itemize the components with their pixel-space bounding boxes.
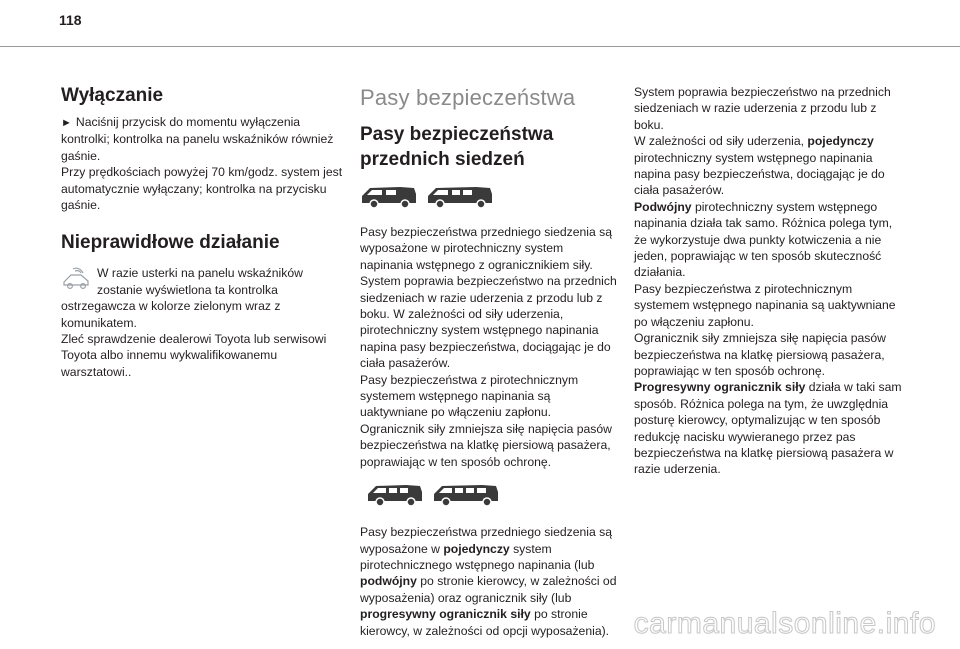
section-title-nieprawidlowe: Nieprawidłowe działanie (61, 232, 280, 254)
bullet-arrow-icon: ► (61, 117, 72, 129)
paragraph: System poprawia bezpieczeństwo na przednich siedzeniach w razie uderzenia z przodu lub z boku. (634, 85, 891, 132)
vehicle-icons-top (360, 186, 618, 214)
section-title-przednie: Pasy bezpieczeństwa przednich siedzeń (360, 124, 554, 170)
paragraph: Progresywny ogranicznik siły działa w taki sam sposób. Różnica polega na tym, że uwzględnia posturę kierowcy, optymalizując w ten sposób redukcję nacisku wywieranego przez pas bezpieczeństwa na klatkę piersiową pasażera w razie uderzenia. (634, 380, 902, 477)
section-title-wylaczanie: Wyłączanie (61, 85, 164, 106)
paragraph: System poprawia bezpieczeństwo na przednich siedzeniach w razie uderzenia z przodu lub z boku. W zależności od siły uderzenia, pirotechniczny system wstępnego napinania napina pasy bezpieczeństwa, dociągając je do ciała pasażerów. (360, 274, 617, 371)
paragraph: Ogranicznik siły zmniejsza siłę napięcia pasów bezpieczeństwa na klatkę piersiową pasażera, poprawiając w ten sposób ochronę. (634, 331, 886, 378)
column-middle (360, 84, 618, 639)
bullet-text: Naciśnij przycisk do momentu wyłączenia kontrolki; kontrolka na panelu wskaźników również gaśnie. (61, 115, 334, 163)
paragraph: Przy prędkościach powyżej 70 km/godz. system jest automatycznie wyłączany; kontrolka na przycisku gaśnie. (61, 165, 343, 213)
paragraph: Pasy bezpieczeństwa z pirotechnicznym systemem wstępnego napinania są uaktywniane po włączeniu zapłonu. (634, 281, 896, 329)
bullet-instruction (61, 114, 345, 164)
warning-text: W razie usterki na panelu wskaźników zostanie wyświetlona ta kontrolka ostrzegawcza w kolorze zielonym wraz z komunikatem. (61, 266, 303, 330)
paragraph: W zależności od siły uderzenia, pojedynczy pirotechniczny system wstępnego napinania napina pasy bezpieczeństwa, dociągając je do ciała pasażerów. (634, 134, 885, 198)
van-short-icon (360, 184, 418, 214)
van-long-passenger-icon (432, 482, 500, 512)
chapter-title: Pasy bezpieczeństwa (360, 85, 576, 110)
vehicle-icons-bottom (366, 484, 618, 512)
seatbelt-warning-icon (61, 265, 93, 291)
paragraph: Pasy bezpieczeństwa przedniego siedzenia są wyposażone w pirotechniczny system napinania wstępnego z ogranicznikiem siły. (360, 225, 613, 272)
van-long-icon (426, 184, 494, 214)
watermark: carmanualsonline.info (633, 607, 936, 640)
page-number: 118 (59, 12, 82, 28)
paragraph: Ogranicznik siły zmniejsza siłę napięcia pasów bezpieczeństwa na klatkę piersiową pasażera, poprawiając w ten sposób ochronę. (360, 421, 612, 469)
header-divider (0, 46, 960, 47)
paragraph: Podwójny pirotechniczny system wstępnego napinania działa tak samo. Różnica polega tym, że wykorzystuje dwa punkty kotwiczenia a nie jeden, poprawiając w ten sposób skuteczność działania. (634, 199, 893, 280)
paragraph: Zleć sprawdzenie dealerowi Toyota lub serwisowi Toyota albo innemu wykwalifikowanemu warsztatowi.. (61, 332, 327, 379)
warning-block (61, 265, 345, 331)
van-short-passenger-icon (366, 482, 424, 512)
column-left (61, 84, 345, 380)
paragraph-equipment: Pasy bezpieczeństwa przedniego siedzenia są wyposażone w pojedynczy system pirotechnicznego wstępnego napinania (lub podwójny po stronie kierowcy, w zależności od wyposażenia) oraz ogranicznik siły (lub progresywny ogranicznik siły po stronie kierowcy, w zależności od opcji wyposażenia). (360, 525, 617, 638)
paragraph: Pasy bezpieczeństwa z pirotechnicznym systemem wstępnego napinania są uaktywniane po włączeniu zapłonu. (360, 372, 579, 420)
column-right (634, 84, 902, 478)
